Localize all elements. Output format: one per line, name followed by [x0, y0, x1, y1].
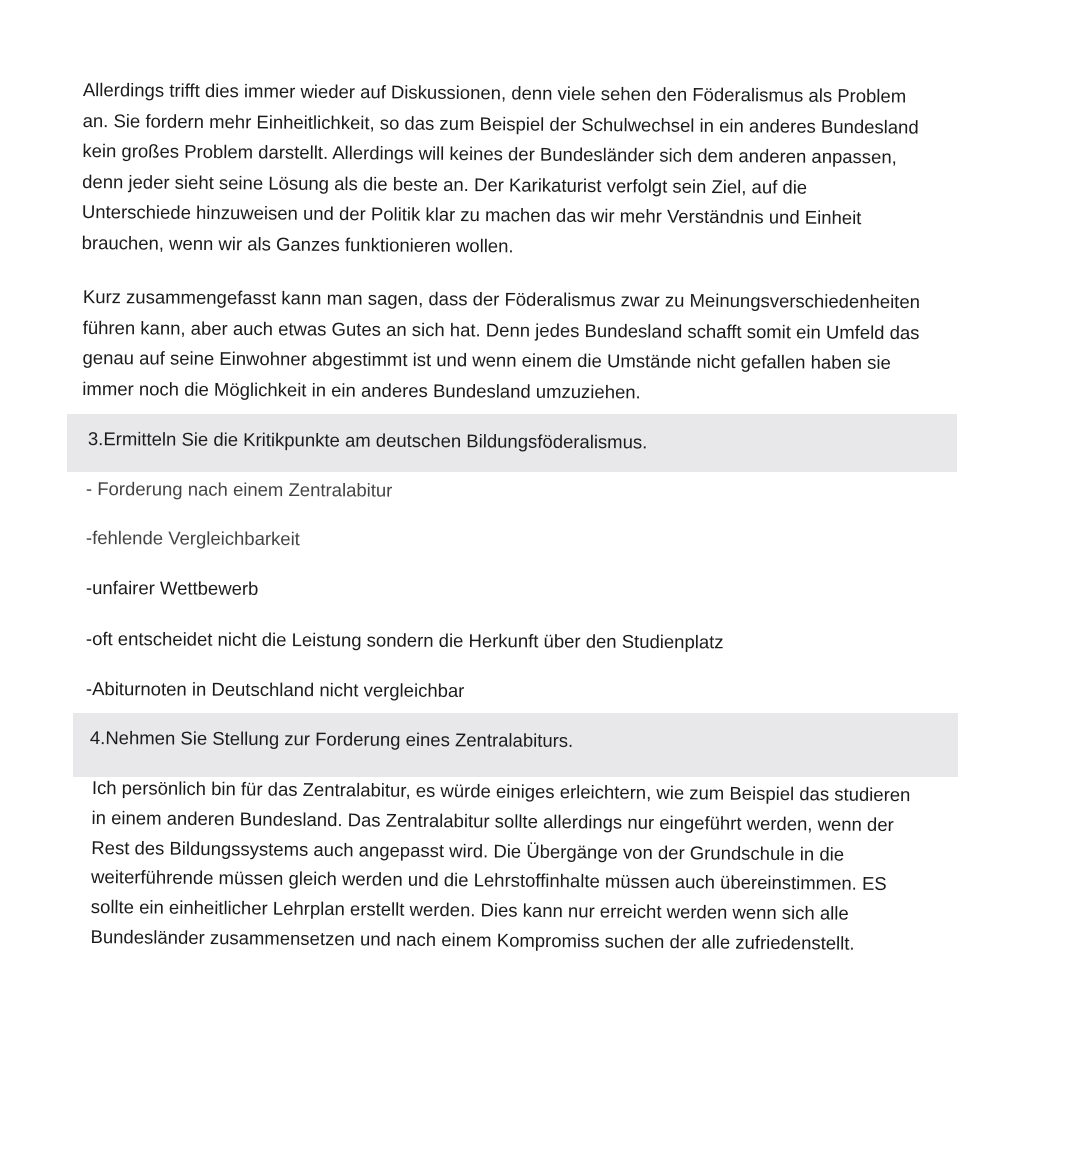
text-line: Allerdings trifft dies immer wieder auf Diskussionen, denn viele sehen den Föderalismus als Problem [82, 78, 907, 107]
text-line: Ich persönlich bin für das Zentralabitur, es würde einiges erleichtern, wie zum Beispiel das studieren [91, 776, 911, 806]
paragraph-opinion [90, 773, 992, 960]
text-line: Unterschiede hinzuweisen und der Politik klar zu machen das wir mehr Verständnis und Einheit [81, 200, 862, 229]
paragraph-discussion [82, 75, 983, 265]
critique-point: -unfairer Wettbewerb [85, 577, 259, 599]
text-line: genau auf seine Einwohner abgestimmt ist und wenn einem die Umstände nicht gefallen haben sie [82, 346, 891, 373]
text-line: sollte ein einheitlicher Lehrplan erstellt werden. Dies kann nur erreicht werden wenn sich alle [90, 896, 849, 924]
text-line: kein großes Problem darstellt. Allerdings will keines der Bundesländer sich dem anderen anpassen, [82, 139, 897, 168]
text-line: denn jeder sieht seine Lösung als die beste an. Der Karikaturist verfolgt sein Ziel, auf die [82, 170, 808, 198]
critique-point: - Forderung nach einem Zentralabitur [85, 478, 393, 501]
critique-point: -Abiturnoten in Deutschland nicht vergleichbar [85, 678, 465, 701]
critique-point: -fehlende Vergleichbarkeit [85, 527, 300, 550]
text-line: Kurz zusammengefasst kann man sagen, dass der Föderalismus zwar zu Meinungsverschiedenheiten [82, 285, 921, 313]
question-4-heading: 4.Nehmen Sie Stellung zur Forderung eines Zentralabiturs. [89, 727, 574, 751]
text-line: Rest des Bildungssystems auch angepasst wird. Die Übergänge von der Grundschule in die [91, 836, 845, 865]
text-line: weiterführende müssen gleich werden und die Lehrstoffinhalte müssen auch übereinstimmen. ES [91, 866, 887, 895]
paragraph-summary [82, 282, 983, 409]
text-line: Bundesländer zusammensetzen und nach einem Kompromiss suchen der alle zufriedenstellt. [90, 925, 855, 954]
text-line: an. Sie fordern mehr Einheitlichkeit, so das zum Beispiel der Schulwechsel in ein anderes Bundesland [82, 109, 919, 138]
text-line: brauchen, wenn wir als Ganzes funktionieren wollen. [81, 231, 514, 256]
text-line: führen kann, aber auch etwas Gutes an sich hat. Denn jedes Bundesland schafft somit ein Umfeld das [82, 316, 920, 343]
text-line: immer noch die Möglichkeit in ein anderes Bundesland umzuziehen. [82, 377, 641, 402]
text-line: in einem anderen Bundesland. Das Zentralabitur sollte allerdings nur eingeführt werden, wenn der [91, 806, 894, 835]
critique-point: -oft entscheidet nicht die Leistung sondern die Herkunft über den Studienplatz [85, 628, 724, 653]
question-3-heading: 3.Ermitteln Sie die Kritikpunkte am deutschen Bildungsföderalismus. [87, 428, 648, 453]
